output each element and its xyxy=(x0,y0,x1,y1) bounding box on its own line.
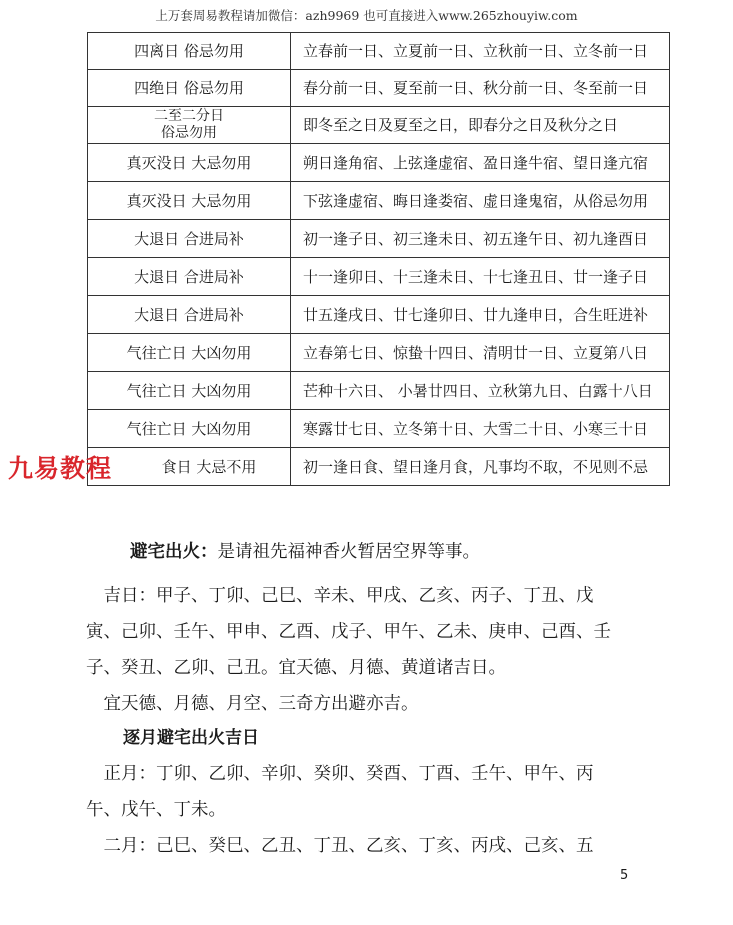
month-paragraph xyxy=(86,756,646,864)
rule-name: 真灭没日 大忌勿用 xyxy=(88,182,291,220)
rule-desc: 初一逢日食、望日逢月食，凡事均不取，不见则不忌 xyxy=(291,448,670,486)
rule-desc: 朔日逢角宿、上弦逢虚宿、盈日逢牛宿、望日逢亢宿 xyxy=(291,144,670,182)
table-row xyxy=(88,144,670,182)
month-line: 正月：丁卯、乙卯、辛卯、癸卯、癸酉、丁酉、壬午、甲午、丙 xyxy=(86,764,594,784)
rule-name xyxy=(88,107,291,144)
ji-paragraph xyxy=(86,578,646,722)
table-row xyxy=(88,70,670,107)
rule-desc: 寒露廿七日、立冬第十日、大雪二十日、小寒三十日 xyxy=(291,410,670,448)
rule-name: 大退日 合进局补 xyxy=(88,220,291,258)
page-number: 5 xyxy=(620,868,629,883)
table-row xyxy=(88,107,670,144)
rule-name-line2: 俗忌勿用 xyxy=(161,125,217,141)
ji-line: 子、癸丑、乙卯、己丑。宜天德、月德、黄道诸吉日。 xyxy=(86,658,506,678)
rule-name: 大退日 合进局补 xyxy=(88,296,291,334)
section-title-desc: 是请祖先福神香火暂居空界等事。 xyxy=(217,542,480,562)
rule-desc: 立春前一日、立夏前一日、立秋前一日、立冬前一日 xyxy=(291,33,670,70)
ji-line: 吉日：甲子、丁卯、己巳、辛未、甲戌、乙亥、丙子、丁丑、戊 xyxy=(86,586,594,606)
rule-desc: 廿五逢戌日、廿七逢卯日、廿九逢申日，合生旺进补 xyxy=(291,296,670,334)
table-row xyxy=(88,258,670,296)
section-title: 避宅出火： xyxy=(130,542,218,562)
rule-name: 气往亡日 大凶勿用 xyxy=(88,410,291,448)
rules-table xyxy=(87,32,670,486)
watermark-logo: 九易教程 xyxy=(8,454,113,483)
rule-name: 四离日 俗忌勿用 xyxy=(88,33,291,70)
table-row xyxy=(88,296,670,334)
month-line: 二月：己巳、癸巳、乙丑、丁丑、乙亥、丁亥、丙戌、己亥、五 xyxy=(86,836,594,856)
rule-desc: 下弦逢虚宿、晦日逢娄宿、虚日逢鬼宿，从俗忌勿用 xyxy=(291,182,670,220)
table-row xyxy=(88,372,670,410)
rule-desc: 春分前一日、夏至前一日、秋分前一日、冬至前一日 xyxy=(291,70,670,107)
rule-desc: 初一逢子日、初三逢未日、初五逢午日、初九逢酉日 xyxy=(291,220,670,258)
section-heading xyxy=(130,538,480,563)
table-row xyxy=(88,448,670,486)
table-row xyxy=(88,334,670,372)
ji-line: 寅、己卯、壬午、甲申、乙酉、戊子、甲午、乙未、庚申、己酉、壬 xyxy=(86,622,611,642)
rule-desc: 芒种十六日、 小暑廿四日、立秋第九日、白露十八日 xyxy=(291,372,670,410)
rule-name: 四绝日 俗忌勿用 xyxy=(88,70,291,107)
ji-line: 宜天德、月德、月空、三奇方出避亦吉。 xyxy=(86,694,419,714)
table-row xyxy=(88,220,670,258)
rule-desc: 即冬至之日及夏至之日，即春分之日及秋分之日 xyxy=(291,107,670,144)
monthly-title: 逐月避宅出火吉日 xyxy=(123,728,259,748)
page-header: 上万套周易教程请加微信：azh9969 也可直接进入www.265zhouyiw.com xyxy=(155,8,578,23)
rule-desc: 十一逢卯日、十三逢未日、十七逢丑日、廿一逢子日 xyxy=(291,258,670,296)
rule-name: 大退日 合进局补 xyxy=(88,258,291,296)
rule-name: 气往亡日 大凶勿用 xyxy=(88,372,291,410)
rule-desc: 立春第七日、惊蛰十四日、清明廿一日、立夏第八日 xyxy=(291,334,670,372)
rule-name: 气往亡日 大凶勿用 xyxy=(88,334,291,372)
table-row xyxy=(88,410,670,448)
rule-name: 真灭没日 大忌勿用 xyxy=(88,144,291,182)
month-line: 午、戊午、丁未。 xyxy=(86,800,226,820)
table-row xyxy=(88,182,670,220)
table-row xyxy=(88,33,670,70)
rule-name: 食日 大忌不用 xyxy=(88,448,291,486)
rule-name-line1: 二至二分日 xyxy=(154,108,224,124)
